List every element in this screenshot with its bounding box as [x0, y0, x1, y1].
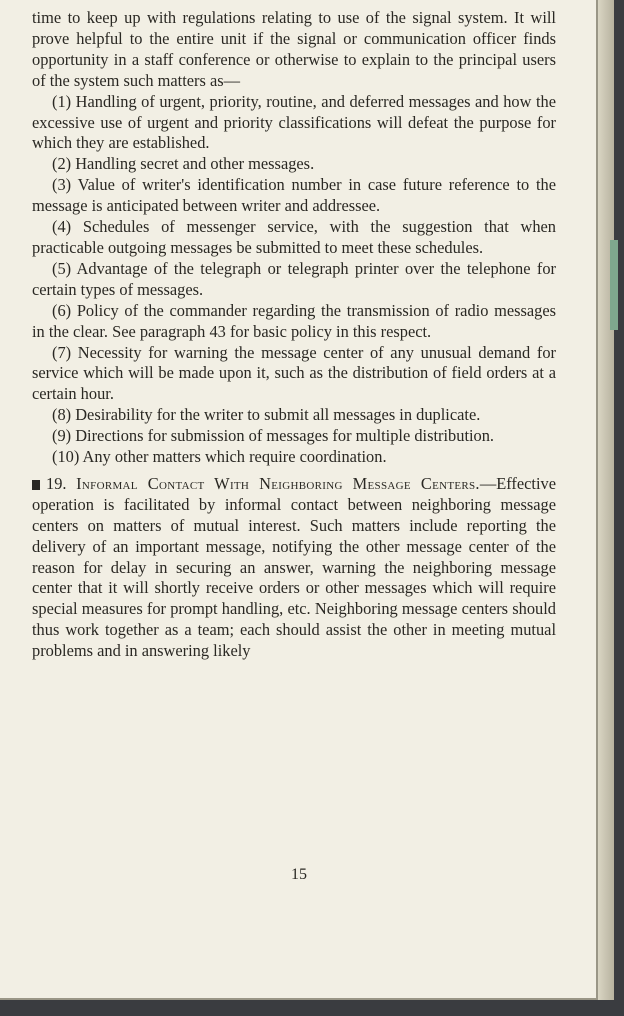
section-19-paragraph	[32, 474, 556, 662]
list-item: (1) Handling of urgent, priority, routine, and deferred messages and how the excessive use of urgent and priority classifications will defeat the purpose for which they are established.	[32, 91, 556, 153]
list-item: (3) Value of writer's identification number in case future reference to the message is anticipated between writer and addressee.	[32, 175, 556, 216]
list-item: (6) Policy of the commander regarding the transmission of radio messages in the clear. See paragraph 43 for basic policy in this respect.	[32, 300, 556, 341]
list-item: (8) Desirability for the writer to submit all messages in duplicate.	[52, 405, 481, 425]
page-tab	[610, 240, 618, 330]
list-item: (10) Any other matters which require coordination.	[52, 447, 387, 467]
page-body	[32, 8, 556, 662]
list-item: (2) Handling secret and other messages.	[52, 154, 315, 174]
page-edge	[598, 0, 614, 1000]
intro-paragraph: time to keep up with regulations relating to use of the signal system. It will prove helpful to the entire unit if the signal or communication officer finds opportunity in a staff conference or otherwise to explain to the principal users of the system such matters as—	[32, 8, 556, 90]
list-item: (7) Necessity for warning the message center of any unusual demand for service which will be made upon it, such as the distribution of field orders at a certain hour.	[32, 342, 556, 404]
page-number: 15	[291, 866, 307, 883]
list-item: (9) Directions for submission of messages for multiple distribution.	[52, 426, 495, 446]
list-item: (5) Advantage of the telegraph or telegraph printer over the telephone for certain types of messages.	[32, 258, 556, 299]
section-number: 19.	[46, 473, 67, 493]
section-marker-icon	[32, 480, 40, 490]
section-body: —Effective operation is facilitated by informal contact between neighboring message centers on matters of mutual interest. Such matters include reporting the delivery of an important message, notifying the other message center of the reason for delay in securing an answer, warning the neighboring message center that it will shortly receive orders or other messages which will require special measures for prompt handling, etc. Neighboring message centers should thus work together as a team; each should assist the other in meeting mutual problems and in answering likely	[32, 473, 556, 661]
list-item: (4) Schedules of messenger service, with the suggestion that when practicable outgoing messages be submitted to meet these schedules.	[32, 217, 556, 257]
section-heading: Informal Contact With Neighboring Message Centers.	[76, 473, 480, 493]
